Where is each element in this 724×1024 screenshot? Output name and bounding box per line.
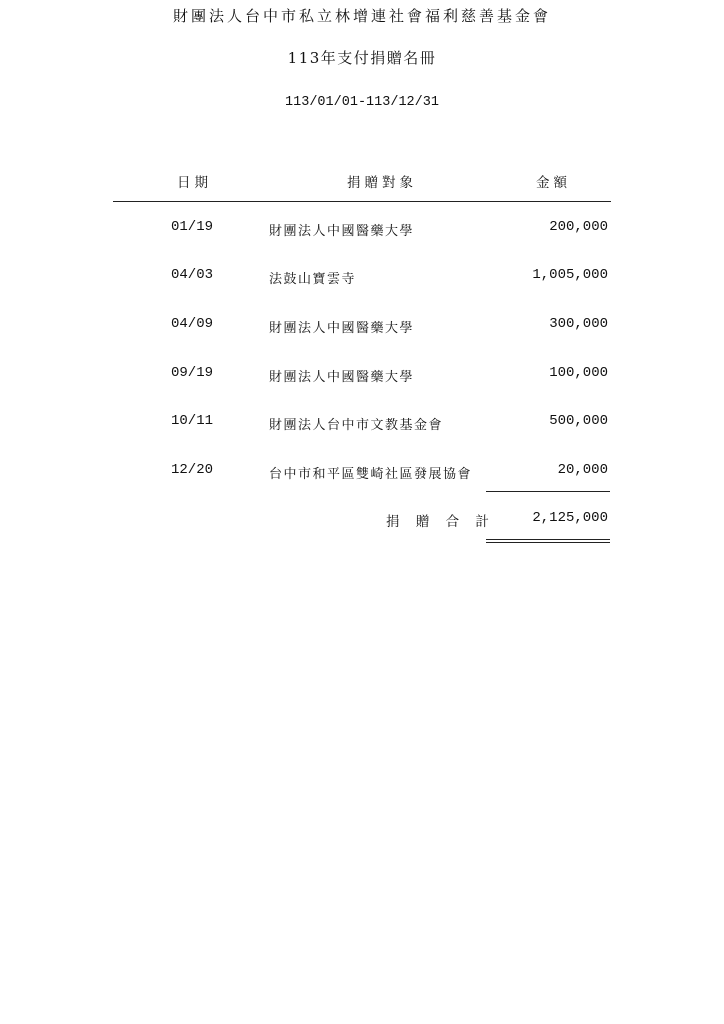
row-amount: 20,000 xyxy=(557,462,608,478)
row-amount: 200,000 xyxy=(549,219,608,235)
row-recipient: 財團法人台中市文教基金會 xyxy=(269,418,444,433)
row-date: 12/20 xyxy=(171,462,214,478)
document-title: 113年支付捐贈名冊 xyxy=(287,49,437,67)
row-date: 04/09 xyxy=(171,316,214,332)
row-recipient: 財團法人中國醫藥大學 xyxy=(269,370,415,385)
row-date: 10/11 xyxy=(171,413,214,429)
column-header-date: 日期 xyxy=(177,175,212,191)
total-label: 捐 贈 合 計 xyxy=(386,514,489,530)
subtotal-divider xyxy=(486,491,610,492)
row-amount: 300,000 xyxy=(549,316,608,332)
row-date: 09/19 xyxy=(171,365,214,381)
organization-title: 財團法人台中市私立林增連社會福利慈善基金會 xyxy=(172,7,551,25)
row-recipient: 財團法人中國醫藥大學 xyxy=(269,224,415,239)
row-date: 01/19 xyxy=(171,219,214,235)
report-period: 113/01/01-113/12/31 xyxy=(285,95,439,110)
column-header-amount: 金額 xyxy=(536,175,571,191)
row-recipient: 台中市和平區雙崎社區發展協會 xyxy=(269,467,473,482)
row-date: 04/03 xyxy=(171,267,214,283)
row-amount: 100,000 xyxy=(549,365,608,381)
row-amount: 500,000 xyxy=(549,413,608,429)
column-header-recipient: 捐贈對象 xyxy=(347,175,417,191)
row-recipient: 法鼓山寶雲寺 xyxy=(269,272,357,287)
row-recipient: 財團法人中國醫藥大學 xyxy=(269,321,415,336)
row-amount: 1,005,000 xyxy=(532,267,608,283)
total-amount: 2,125,000 xyxy=(532,510,608,526)
total-double-underline xyxy=(486,539,610,543)
header-divider xyxy=(113,201,611,202)
